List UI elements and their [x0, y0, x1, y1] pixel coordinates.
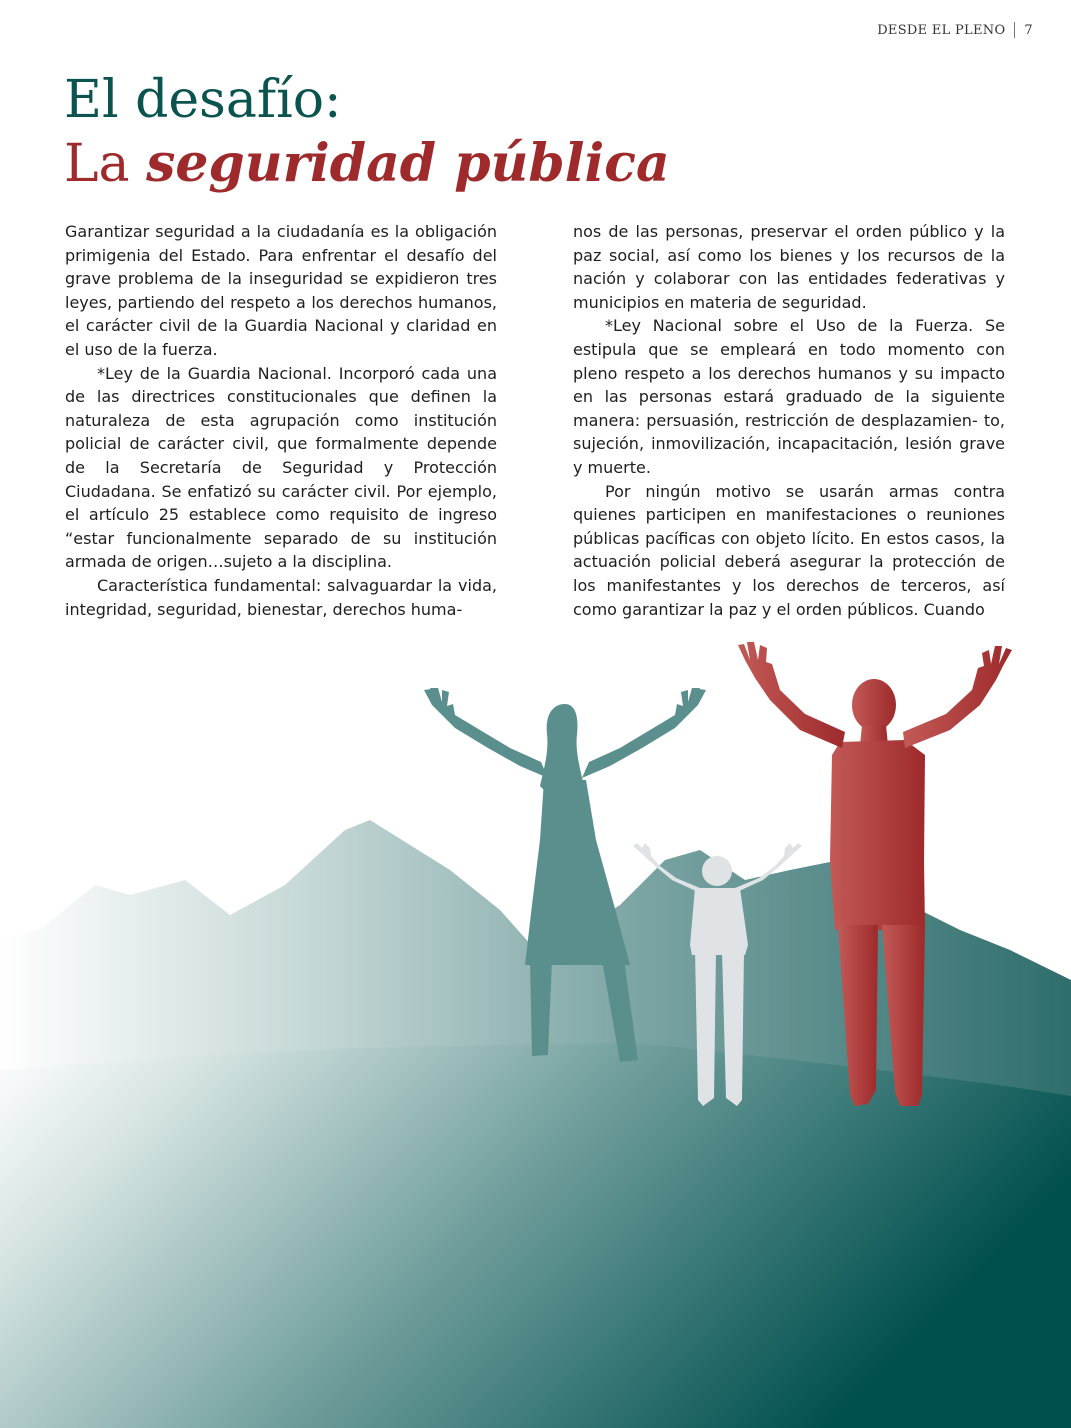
section-name: DESDE EL PLENO — [877, 22, 1006, 38]
column-left — [65, 220, 497, 621]
paragraph: Garantizar seguridad a la ciudadanía es la obligación primigenia del Estado. Para enfrentar el desafío del grave problema de la inseguridad se expidieron tres leyes, partiendo del respeto a los derechos humanos, el carácter civil de la Guardia Nacional y claridad en el uso de la fuerza. — [65, 222, 497, 359]
paragraph: *Ley Nacional sobre el Uso de la Fuerza. Se estipula que se empleará en todo momento con pleno respeto a los derechos humanos y su impacto en las personas estará graduado de la siguiente manera: persuasión, restricción de desplazamien- to, sujeción, inmovilización, incapacitación, lesión grave y muerte. — [573, 316, 1005, 477]
running-header — [877, 22, 1033, 38]
paragraph: nos de las personas, preservar el orden público y la paz social, así como los bienes y los recursos de la nación y colaborar con las entidades federativas y municipios en materia de seguridad. — [573, 222, 1005, 312]
title-line-1: El desafío: — [64, 70, 342, 130]
title-line-2-emphasis: seguridad pública — [146, 133, 670, 194]
title-line-2-plain: La — [64, 134, 147, 194]
article-title — [64, 68, 670, 196]
title-line-2 — [64, 132, 670, 196]
article-body — [65, 220, 1005, 621]
illustration-family-mountains — [0, 620, 1071, 1428]
paragraph: *Ley de la Guardia Nacional. Incorporó cada una de las directrices constitucionales que definen la naturaleza de esta agrupación como institución policial de carácter civil, que formalmente depende de la Secretaría de Seguridad y Protección Ciudadana. Se enfatizó su carácter civil. Por ejemplo, el artículo 25 establece como requisito de ingreso “estar funcionalmente separado de su institución armada de origen…sujeto a la disciplina. — [65, 363, 497, 572]
header-divider — [1014, 22, 1015, 38]
page-number: 7 — [1024, 22, 1033, 38]
paragraph: Por ningún motivo se usarán armas contra quienes participen en manifestaciones o reuniones públicas pacíficas con objeto lícito. En estos casos, la actuación policial deberá asegurar la protección de los manifestantes y los derechos de terceros, así como garantizar la paz y el orden públicos. Cuando — [573, 481, 1005, 619]
column-right — [573, 220, 1005, 621]
paragraph: Característica fundamental: salvaguardar la vida, integridad, seguridad, bienestar, derechos huma- — [65, 575, 497, 619]
